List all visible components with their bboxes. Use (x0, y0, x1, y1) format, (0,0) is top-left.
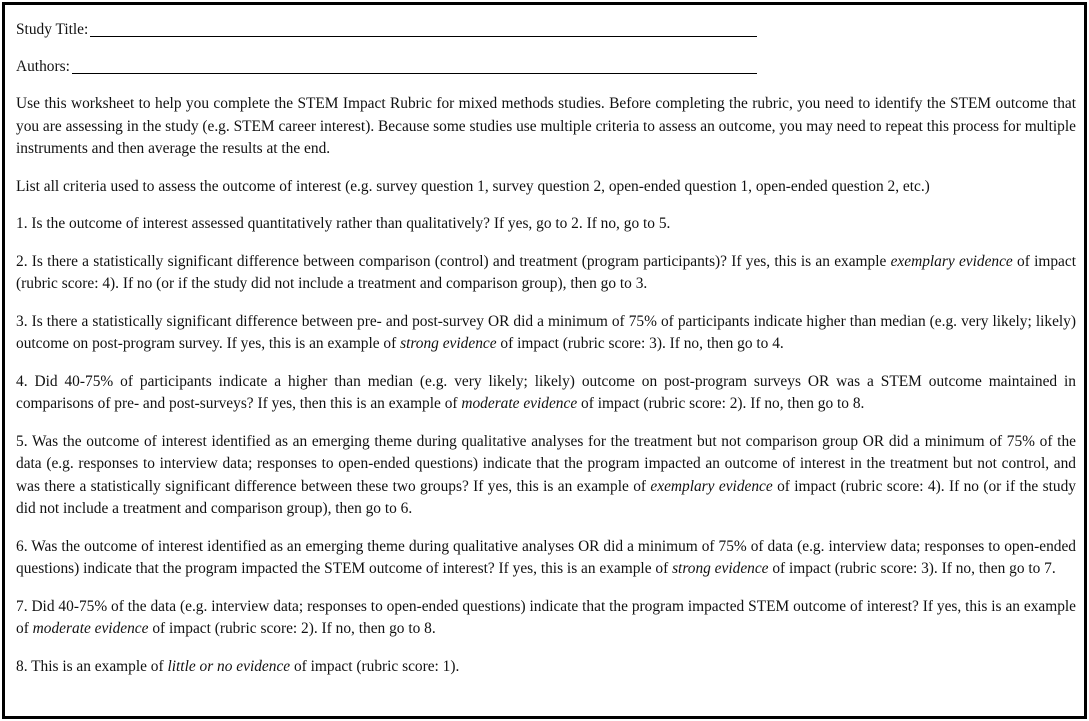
step-5 (16, 431, 1076, 521)
step-8-text-b: of impact (rubric score: 1). (290, 657, 460, 675)
step-1: 1. Is the outcome of interest assessed quantitatively rather than qualitatively? If yes, go to 2. If no, go to 5. (16, 215, 671, 232)
intro-paragraph: Use this worksheet to help you complete the STEM Impact Rubric for mixed methods studies. Before completing the rubric, you need to identify the STEM outcome that you are assessing in the study (e.g. STEM career interest). Because some studies use multiple criteria to assess an outcome, you may need to repeat this process for multiple instruments and then average the results at the end. (16, 95, 1076, 157)
worksheet-frame (2, 2, 1087, 719)
worksheet-content (16, 19, 1076, 678)
criteria-instruction: List all criteria used to assess the outcome of interest (e.g. survey question 1, survey question 2, open-ended question 1, open-ended question 2, etc.) (16, 177, 930, 195)
study-title-label: Study Title: (16, 20, 89, 38)
step-3-text-a: 3. Is there a statistically significant difference between pre- and post-survey OR did a minimum of 75% of participants indicate higher than median (e.g. very likely; likely) outcome on post-program survey. If yes, this is an example of (16, 312, 1076, 352)
step-5-text-a: 5. Was the outcome of interest identified as an emerging theme during qualitative analyses for the treatment but not comparison group OR did a minimum of 75% of the data (e.g. responses to interview data; responses to open-ended questions) indicate that the program impacted an outcome of interest in the treatment but not control, and was there a statistically significant difference between these two groups? If yes, this is an example of (16, 432, 1076, 495)
step-6 (16, 536, 1076, 581)
step-7-text-a: 7. Did 40-75% of the data (e.g. interview data; responses to open-ended questions) indicate that the program impacted STEM outcome of interest? If yes, this is an example of (16, 597, 1076, 637)
step-7-emphasis: moderate evidence (32, 620, 149, 637)
step-3-text-b: of impact (rubric score: 3). If no, then go to 4. (496, 335, 784, 352)
step-3-emphasis: strong evidence (400, 335, 497, 352)
step-5-text-b: of impact (rubric score: 4). If no (or if the study did not include a treatment and comparison group), then go to 6. (16, 477, 1076, 517)
step-4-emphasis: moderate evidence (461, 395, 578, 412)
step-8-text-a: 8. This is an example of (16, 657, 168, 675)
step-2-text-a: 2. Is there a statistically significant difference between comparison (control) and treatment (program participants)? If yes, this is an example (16, 252, 891, 270)
step-7 (16, 596, 1076, 641)
study-title-blank-line[interactable] (90, 36, 757, 37)
step-2 (16, 251, 1076, 296)
step-4-text-b: of impact (rubric score: 2). If no, then go to 8. (577, 395, 865, 412)
authors-label: Authors: (16, 57, 70, 75)
step-5-emphasis: exemplary evidence (650, 477, 773, 495)
step-6-text-a: 6. Was the outcome of interest identified as an emerging theme during qualitative analyses OR did a minimum of 75% of data (e.g. interview data; responses to open-ended questions) indicate that the program impacted the STEM outcome of interest? If yes, this is an example of (16, 537, 1076, 577)
step-6-emphasis: strong evidence (672, 560, 769, 577)
step-3 (16, 311, 1076, 356)
step-2-text-b: of impact (rubric score: 4). If no (or if the study did not include a treatment and comparison group), then go to 3. (16, 252, 1076, 292)
step-7-text-b: of impact (rubric score: 2). If no, then go to 8. (148, 620, 436, 637)
authors-blank-line[interactable] (72, 73, 757, 74)
step-6-text-b: of impact (rubric score: 3). If no, then go to 7. (768, 560, 1056, 577)
step-8-emphasis: little or no evidence (167, 657, 291, 675)
authors-field (16, 56, 1076, 78)
study-title-field (16, 19, 1076, 41)
step-4-text-a: 4. Did 40-75% of participants indicate a higher than median (e.g. very likely; likely) outcome on post-program surveys OR was a STEM outcome maintained in comparisons of pre- and post-surveys? If yes, then this is an example of (16, 372, 1076, 412)
step-2-emphasis: exemplary evidence (890, 252, 1013, 270)
step-4 (16, 371, 1076, 416)
step-8 (16, 656, 1076, 679)
